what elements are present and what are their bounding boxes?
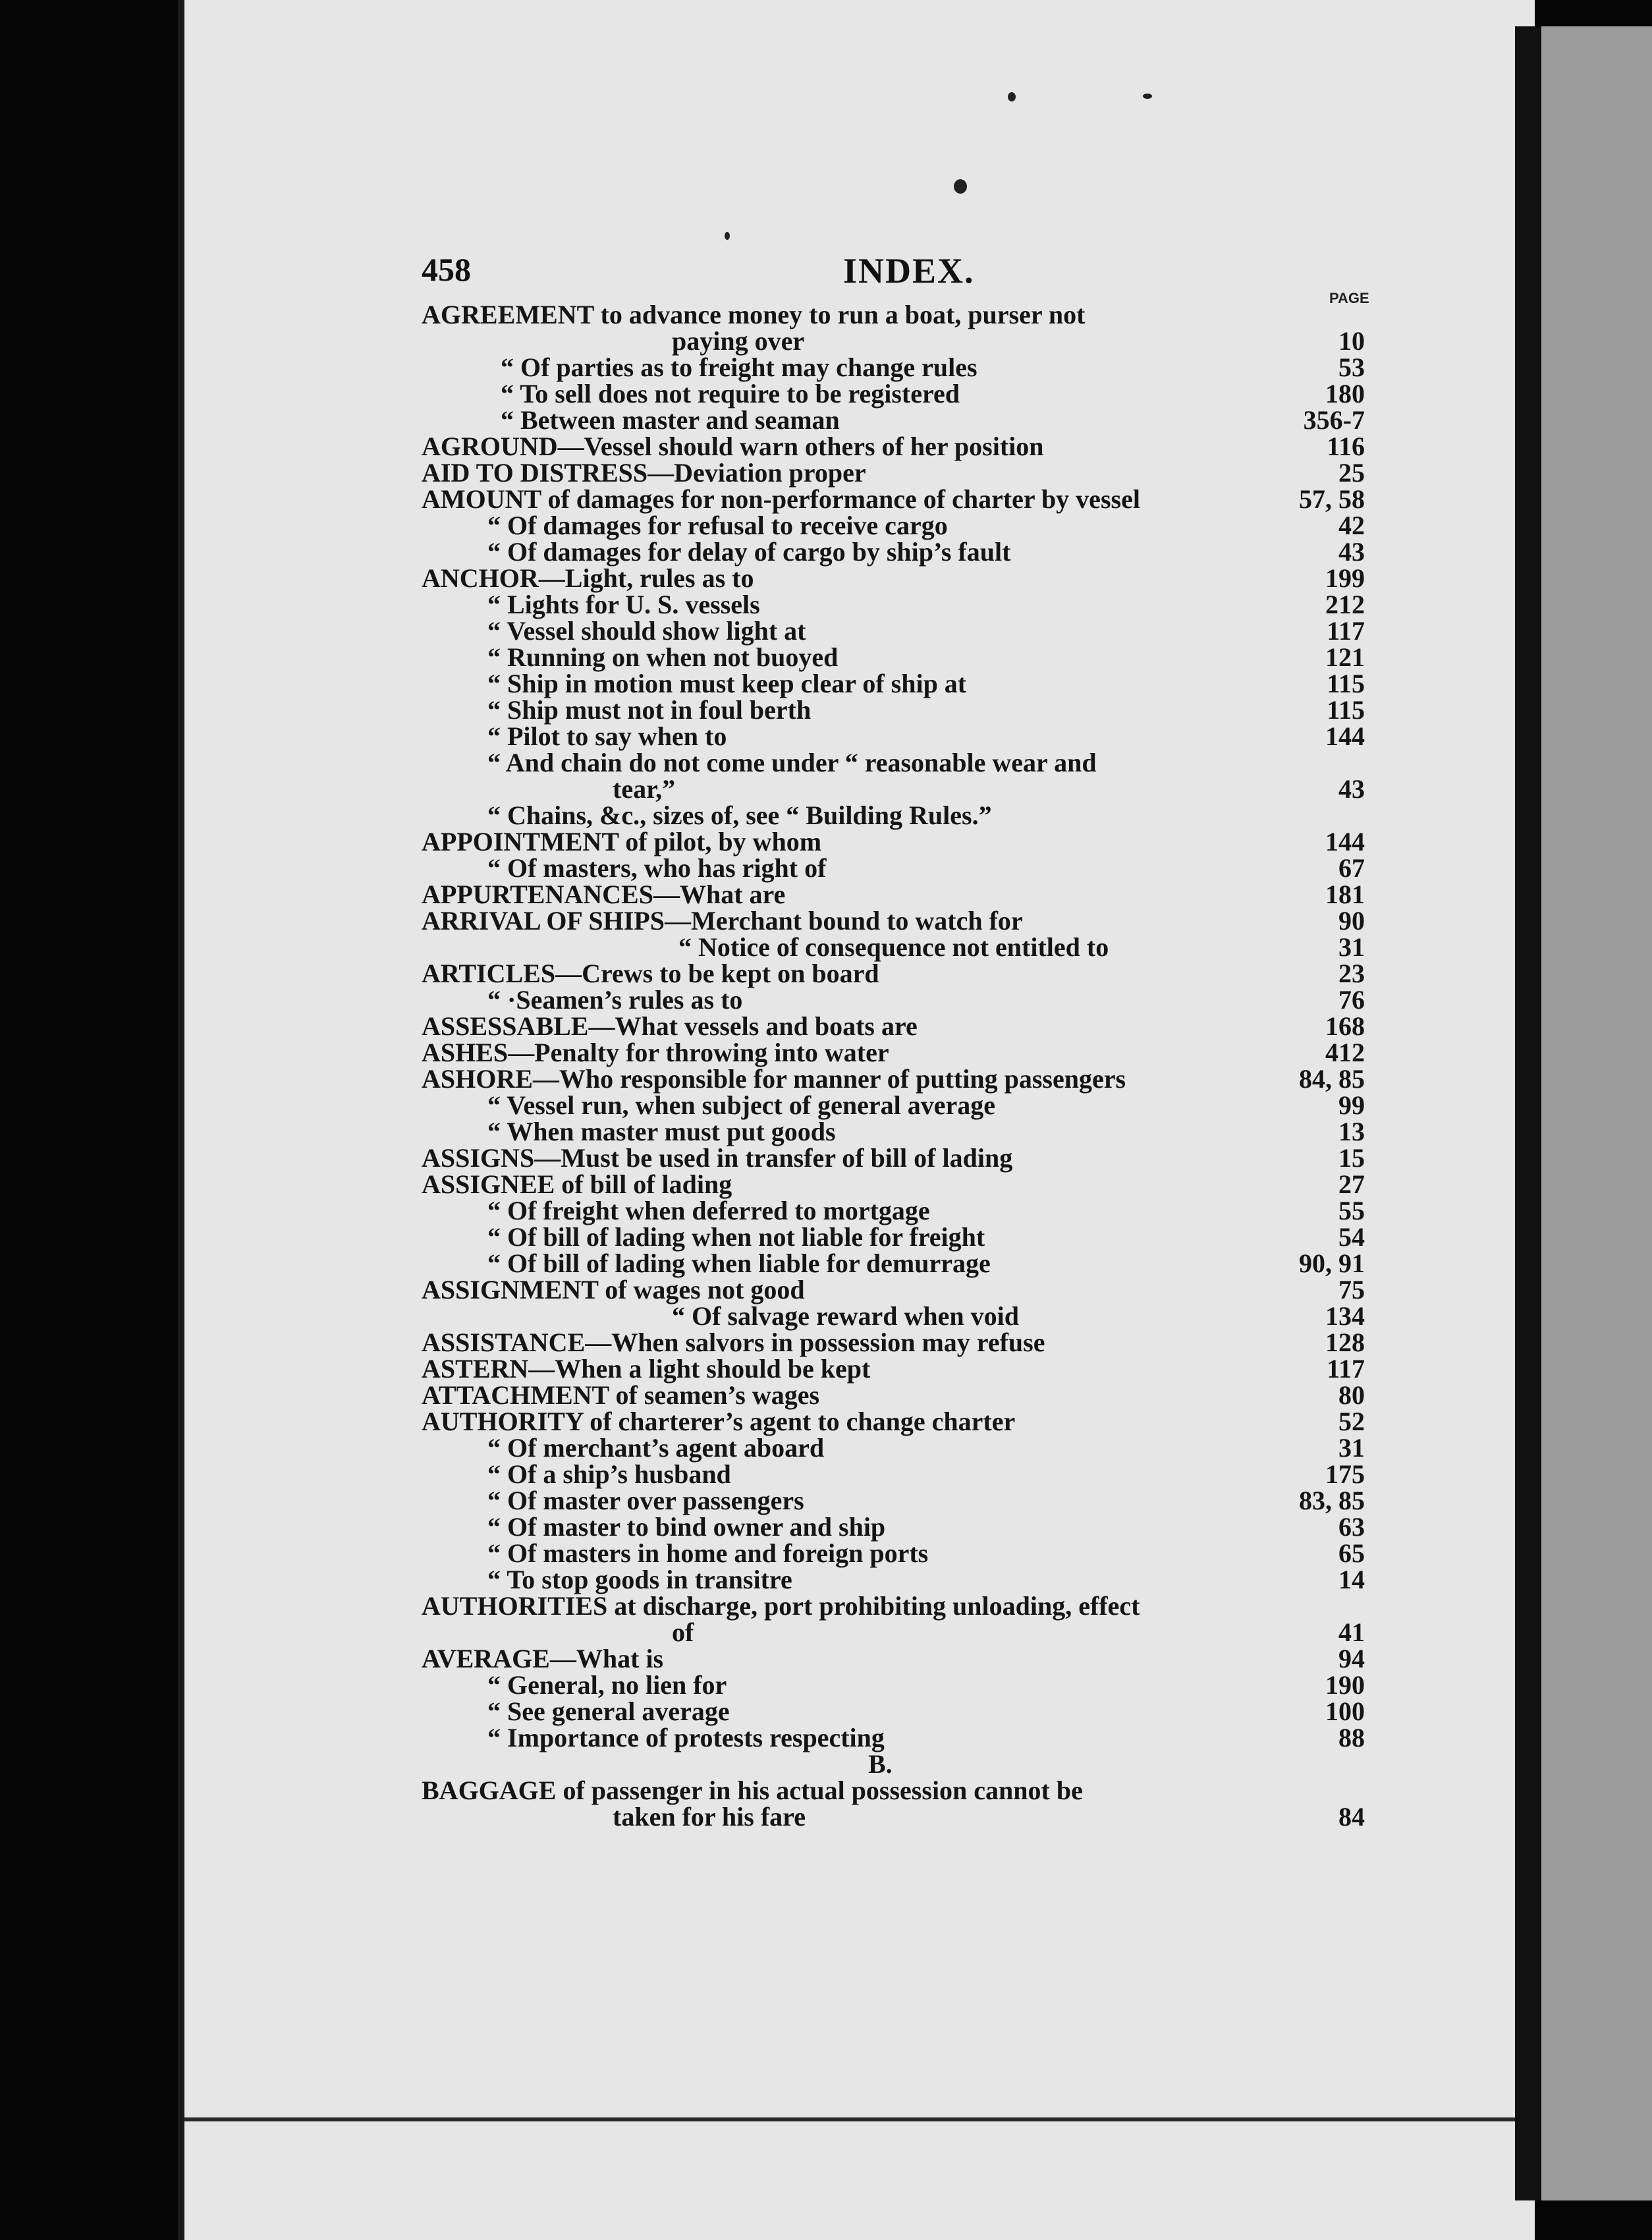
index-entry-text: ASHES—Penalty for throwing into water — [422, 1038, 889, 1067]
index-entries — [0, 302, 1652, 1909]
section-letter: B. — [868, 1749, 893, 1779]
index-entry — [0, 697, 1652, 723]
index-entry-text: “ Chains, &c., sizes of, see “ Building Rules.” — [487, 800, 992, 830]
index-entry — [0, 1409, 1652, 1435]
index-entry-text: “ Of freight when deferred to mortgage — [487, 1196, 930, 1225]
index-entry — [0, 1092, 1652, 1119]
index-entry-text: ANCHOR—Light, rules as to — [422, 563, 754, 593]
index-entry-page: 121 — [1325, 642, 1365, 672]
index-entry-page: 13 — [1338, 1117, 1365, 1146]
index-entry-page: 190 — [1325, 1670, 1365, 1700]
index-entry-page: 27 — [1338, 1169, 1365, 1199]
index-entry-text: “ Of bill of lading when not liable for freight — [487, 1222, 985, 1252]
index-entry-page: 14 — [1338, 1565, 1365, 1594]
index-entry-page: 90, 91 — [1299, 1248, 1365, 1278]
index-entry — [0, 302, 1652, 328]
index-entry-text: BAGGAGE of passenger in his actual possession cannot be — [422, 1776, 1083, 1805]
index-entry-page: 52 — [1338, 1407, 1365, 1436]
index-entry-text: ARRIVAL OF SHIPS—Merchant bound to watch for — [422, 906, 1023, 936]
index-entry-text: AGROUND—Vessel should warn others of her position — [422, 432, 1044, 461]
index-entry — [0, 1593, 1652, 1619]
index-entry-text: “ Ship must not in foul berth — [487, 695, 812, 725]
index-entry-page: 43 — [1338, 537, 1365, 567]
index-entry-text: “ Of salvage reward when void — [672, 1301, 1020, 1331]
section-heading — [0, 1751, 1652, 1778]
index-entry — [0, 354, 1652, 381]
index-entry-text: “ Of masters in home and foreign ports — [487, 1538, 929, 1568]
index-entry-page: 75 — [1338, 1275, 1365, 1304]
index-entry — [0, 1461, 1652, 1488]
index-entry — [0, 1540, 1652, 1567]
index-entry-text: ASSIGNEE of bill of lading — [422, 1169, 732, 1199]
index-entry-page: 199 — [1325, 563, 1365, 593]
index-entry-text: “ Of damages for delay of cargo by ship’s fault — [487, 537, 1011, 567]
index-entry-page: 117 — [1327, 1354, 1365, 1384]
page-number: 458 — [422, 251, 471, 288]
index-entry-text: “ Pilot to say when to — [487, 721, 727, 751]
index-entry-text: AMOUNT of damages for non-performance of charter by vessel — [422, 484, 1140, 514]
index-entry-page: 115 — [1327, 669, 1365, 698]
index-entry — [0, 671, 1652, 697]
page-column-label: PAGE — [1329, 290, 1369, 306]
index-entry-text: “ Importance of protests respecting — [487, 1723, 885, 1752]
index-entry-text: “ See general average — [487, 1696, 730, 1726]
index-entry-page: 15 — [1338, 1143, 1365, 1173]
index-entry — [0, 1040, 1652, 1066]
index-entry-page: 356-7 — [1303, 405, 1365, 435]
index-entry-text: “ Of master to bind owner and ship — [487, 1512, 886, 1542]
index-entry-page: 43 — [1338, 774, 1365, 804]
index-entry — [0, 1698, 1652, 1725]
index-entry-text: of — [672, 1617, 694, 1647]
index-entry-page: 76 — [1338, 985, 1365, 1015]
index-entry — [0, 1224, 1652, 1250]
index-entry-page: 100 — [1325, 1696, 1365, 1726]
index-entry-text: taken for his fare — [613, 1802, 806, 1832]
index-entry-page: 41 — [1338, 1617, 1365, 1647]
index-entry — [0, 1725, 1652, 1751]
speck — [1143, 94, 1152, 99]
index-entry — [0, 434, 1652, 460]
index-entry — [0, 723, 1652, 750]
index-entry — [0, 644, 1652, 671]
index-entry-page: 128 — [1325, 1328, 1365, 1357]
index-entry-page: 116 — [1327, 432, 1365, 461]
index-entry-text: “ Running on when not buoyed — [487, 642, 839, 672]
index-entry-page: 80 — [1338, 1380, 1365, 1410]
index-entry-page: 88 — [1338, 1723, 1365, 1752]
index-entry-text: “ Of master over passengers — [487, 1486, 804, 1515]
index-entry-text: “ ·Seamen’s rules as to — [487, 985, 743, 1015]
index-entry — [0, 565, 1652, 592]
index-entry-text: “ Vessel run, when subject of general average — [487, 1090, 996, 1120]
index-entry — [0, 1435, 1652, 1461]
page-title: INDEX. — [843, 251, 975, 291]
index-entry-page: 175 — [1325, 1459, 1365, 1489]
index-entry — [0, 1198, 1652, 1224]
index-entry-page: 54 — [1338, 1222, 1365, 1252]
index-entry-text: “ Notice of consequence not entitled to — [678, 932, 1109, 962]
index-entry — [0, 460, 1652, 486]
index-entry-text: “ And chain do not come under “ reasonable wear and — [487, 748, 1097, 777]
index-entry-text: “ Of parties as to freight may change rules — [501, 352, 977, 382]
index-entry-page: 57, 58 — [1299, 484, 1365, 514]
index-entry — [0, 855, 1652, 882]
index-entry — [0, 961, 1652, 987]
index-entry-page: 99 — [1338, 1090, 1365, 1120]
index-entry-page: 212 — [1325, 590, 1365, 619]
index-entry-text: AUTHORITY of charterer’s agent to change charter — [422, 1407, 1016, 1436]
index-entry-text: “ Of bill of lading when liable for demurrage — [487, 1248, 991, 1278]
index-entry-page: 115 — [1327, 695, 1365, 725]
index-entry-text: “ To stop goods in transitre — [487, 1565, 792, 1594]
index-entry — [0, 1013, 1652, 1040]
index-entry-text: “ Ship in motion must keep clear of ship at — [487, 669, 967, 698]
index-entry — [0, 513, 1652, 539]
index-entry-page: 83, 85 — [1299, 1486, 1365, 1515]
index-entry-text: “ Vessel should show light at — [487, 616, 806, 646]
index-entry — [0, 934, 1652, 961]
index-entry-text: ASSIGNS—Must be used in transfer of bill of lading — [422, 1143, 1013, 1173]
index-entry — [0, 908, 1652, 934]
index-entry-page: 84, 85 — [1299, 1064, 1365, 1094]
index-entry — [0, 987, 1652, 1013]
index-entry-page: 117 — [1327, 616, 1365, 646]
index-entry-text: AVERAGE—What is — [422, 1644, 664, 1673]
index-entry-page: 90 — [1338, 906, 1365, 936]
index-entry — [0, 1066, 1652, 1092]
speck — [725, 232, 730, 240]
index-entry — [0, 1488, 1652, 1514]
index-entry — [0, 829, 1652, 855]
index-entry-text: ASSESSABLE—What vessels and boats are — [422, 1011, 918, 1041]
index-entry-page: 67 — [1338, 853, 1365, 883]
index-entry — [0, 1145, 1652, 1171]
index-entry-text: “ Between master and seaman — [501, 405, 840, 435]
index-entry-text: paying over — [672, 326, 805, 356]
index-entry — [0, 1778, 1652, 1804]
index-entry-text: ARTICLES—Crews to be kept on board — [422, 959, 879, 988]
index-entry-text: ATTACHMENT of seamen’s wages — [422, 1380, 820, 1410]
index-entry-page: 31 — [1338, 1433, 1365, 1463]
index-entry-page: 25 — [1338, 458, 1365, 488]
index-entry — [0, 1277, 1652, 1303]
index-entry-page: 412 — [1325, 1038, 1365, 1067]
index-entry-text: AID TO DISTRESS—Deviation proper — [422, 458, 866, 488]
index-entry-page: 144 — [1325, 721, 1365, 751]
index-entry-text: AUTHORITIES at discharge, port prohibiting unloading, effect — [422, 1591, 1140, 1621]
index-entry — [0, 750, 1652, 776]
index-entry — [0, 1250, 1652, 1277]
index-entry — [0, 1119, 1652, 1145]
index-entry-page: 144 — [1325, 827, 1365, 856]
index-entry-page: 168 — [1325, 1011, 1365, 1041]
index-entry-page: 31 — [1338, 932, 1365, 962]
index-entry-page: 180 — [1325, 379, 1365, 408]
index-entry-text: APPURTENANCES—What are — [422, 880, 786, 909]
index-entry — [0, 1514, 1652, 1540]
index-entry — [0, 1804, 1652, 1830]
speck — [1008, 92, 1016, 101]
index-entry — [0, 486, 1652, 513]
index-entry — [0, 882, 1652, 908]
index-entry — [0, 1356, 1652, 1382]
index-entry-text: “ Of a ship’s husband — [487, 1459, 731, 1489]
index-entry-text: “ Lights for U. S. vessels — [487, 590, 760, 619]
index-entry-text: ASHORE—Who responsible for manner of putting passengers — [422, 1064, 1126, 1094]
index-entry — [0, 618, 1652, 644]
index-entry — [0, 592, 1652, 618]
index-entry-text: “ Of merchant’s agent aboard — [487, 1433, 825, 1463]
index-entry-text: AGREEMENT to advance money to run a boat, purser not — [422, 300, 1086, 329]
index-entry-text: ASTERN—When a light should be kept — [422, 1354, 871, 1384]
index-entry — [0, 802, 1652, 829]
index-entry-text: “ General, no lien for — [487, 1670, 727, 1700]
index-entry-page: 23 — [1338, 959, 1365, 988]
index-entry — [0, 1171, 1652, 1198]
index-entry-text: “ Of damages for refusal to receive cargo — [487, 511, 948, 540]
index-entry — [0, 407, 1652, 434]
index-entry — [0, 328, 1652, 354]
index-entry-text: “ When master must put goods — [487, 1117, 836, 1146]
speck — [954, 179, 967, 194]
index-entry-page: 55 — [1338, 1196, 1365, 1225]
index-entry-page: 134 — [1325, 1301, 1365, 1331]
index-entry-page: 42 — [1338, 511, 1365, 540]
index-entry-page: 53 — [1338, 352, 1365, 382]
index-entry-page: 94 — [1338, 1644, 1365, 1673]
index-entry — [0, 1382, 1652, 1409]
index-entry — [0, 776, 1652, 802]
index-entry — [0, 1303, 1652, 1330]
index-entry — [0, 1646, 1652, 1672]
index-entry-text: ASSIGNMENT of wages not good — [422, 1275, 805, 1304]
index-entry-text: “ Of masters, who has right of — [487, 853, 827, 883]
index-entry-text: “ To sell does not require to be registered — [501, 379, 960, 408]
index-entry-page: 84 — [1338, 1802, 1365, 1832]
index-entry-page: 65 — [1338, 1538, 1365, 1568]
index-entry-page: 181 — [1325, 880, 1365, 909]
index-entry-page: 63 — [1338, 1512, 1365, 1542]
index-entry-text: APPOINTMENT of pilot, by whom — [422, 827, 822, 856]
index-entry — [0, 1567, 1652, 1593]
page-header — [422, 250, 1377, 290]
index-entry — [0, 1619, 1652, 1646]
index-entry — [0, 1330, 1652, 1356]
index-entry — [0, 381, 1652, 407]
index-entry-page: 10 — [1338, 326, 1365, 356]
index-entry-text: ASSISTANCE—When salvors in possession may refuse — [422, 1328, 1045, 1357]
index-entry — [0, 539, 1652, 565]
index-entry-text: tear,” — [613, 774, 676, 804]
index-entry — [0, 1672, 1652, 1698]
